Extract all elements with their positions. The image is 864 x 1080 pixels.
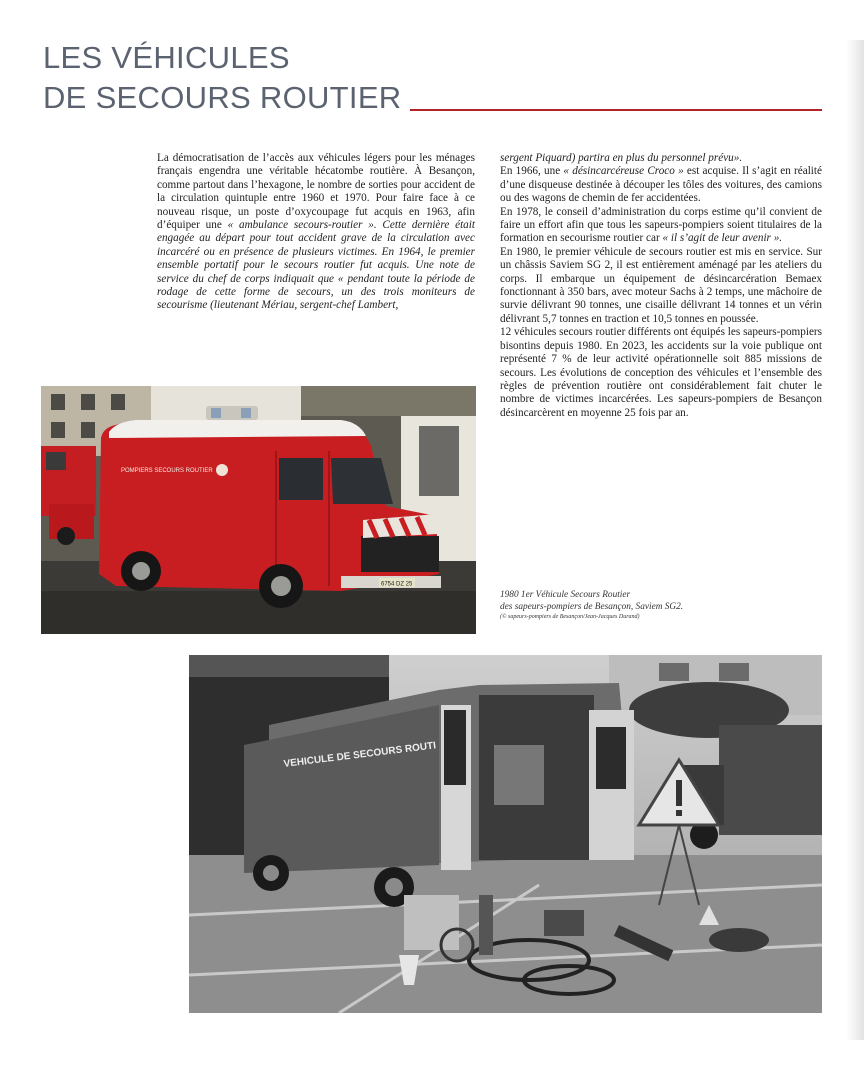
right-p3-italic: « il s’agit de leur avenir ». [662,232,783,245]
right-p1-italic: sergent Piquard) partira en plus du personnel prévu». [500,152,743,164]
photo-red-rescue-vehicle [41,386,476,634]
left-text-column [157,152,475,313]
right-p2-italic: « désincarcéreuse Croco » [563,165,684,178]
title-accent-rule [410,109,822,111]
page-edge-shadow [846,40,864,1040]
right-paragraph-2 [500,165,822,205]
title-line-2: DE SECOURS ROUTIER [43,80,402,115]
right-p3-text-a: En 1978, le conseil d’administration du corps estime qu’il convient de faire un effort afin que tous les sapeurs-pompiers soient titulaires de la formation en secourisme routier car [500,205,822,245]
left-p1-italic: « ambulance secours-routier ». Cette dernière était engagée au départ pour tout accident grave de la circulation avec incarcéré ou en présence de plusieurs victimes. En 1964, le premier ensemble portatif pour le secours routier fut acquis. Une note de service du chef de corps indiquait que « pendant toute la période de rodage de cette forme de secours, un des trois moniteurs de secourisme (lieutenant Mériau, sergent-chef Lambert, [157,219,475,312]
right-paragraph-5: 12 véhicules secours routier différents ont équipés les sapeurs-pompiers bisontins depuis 1980. En 2023, les accidents sur la voie publique ont représenté 7 % de leur activité opérationnelle soit 885 missions de secours. Les évolutions de conception des véhicules et l’ensemble des règles de prévention routière ont considérablement fait chuter le nombre de victimes incarcérées. Les sapeurs-pompiers de Besançon désincarcèrent en moyenne 25 fois par an. [500,326,822,419]
photo-caption [500,590,820,622]
caption-line-1: 1980 1er Véhicule Secours Routier [500,590,631,600]
right-paragraph-1 [500,152,822,165]
right-paragraph-3 [500,206,822,246]
page-title [43,38,402,118]
red-van-lettering: POMPIERS SECOURS ROUTIER [121,468,213,474]
right-paragraph-4: En 1980, le premier véhicule de secours routier est mis en service. Sur un châssis Saviem SG 2, il est entièrement aménagé par les ateliers du corps. Il embarque un équipement de désincarcération Bemaex fonctionnant à 350 bars, avec moteur Sachs à 2 temps, une mâchoire de survie délivrant 90 tonnes, une cisaille délivrant 14 tonnes et un vérin délivrant 5,7 tonnes en traction et 10,5 tonnes en poussée. [500,245,822,325]
grey-van-lettering: VEHICULE DE SECOURS ROUTI [283,740,437,770]
left-paragraph-1 [157,152,475,313]
photo-vehicle-with-equipment [189,655,822,1013]
right-text-column [500,152,822,420]
red-van-plate: 6754 DZ 25 [381,581,413,588]
right-p2-text-a: En 1966, une [500,165,564,178]
caption-credit: (© sapeurs-pompiers de Besançon/Jean-Jacques Durand) [500,614,640,620]
caption-line-2: des sapeurs-pompiers de Besançon, Saviem SG2. [500,601,684,612]
left-p1-text: La démocratisation de l’accès aux véhicules légers pour les ménages français engendra une véritable hécatombe routière. À Besançon, comme partout dans l’hexagone, le nombre de sorties pour accident de la circulation quintuple entre 1960 et 1970. Pour faire face à ce nouveau risque, un poste d’oxycoupage fut acquis en 1963, afin d’équiper une [157,152,475,232]
title-line-1: LES VÉHICULES [43,40,290,75]
right-p2-text-c: est acquise. Il s’agit en réalité d’une disqueuse destinée à découper les tôles des voitures, des camions ou des wagons de chemin de fer accidentées. [500,165,822,205]
